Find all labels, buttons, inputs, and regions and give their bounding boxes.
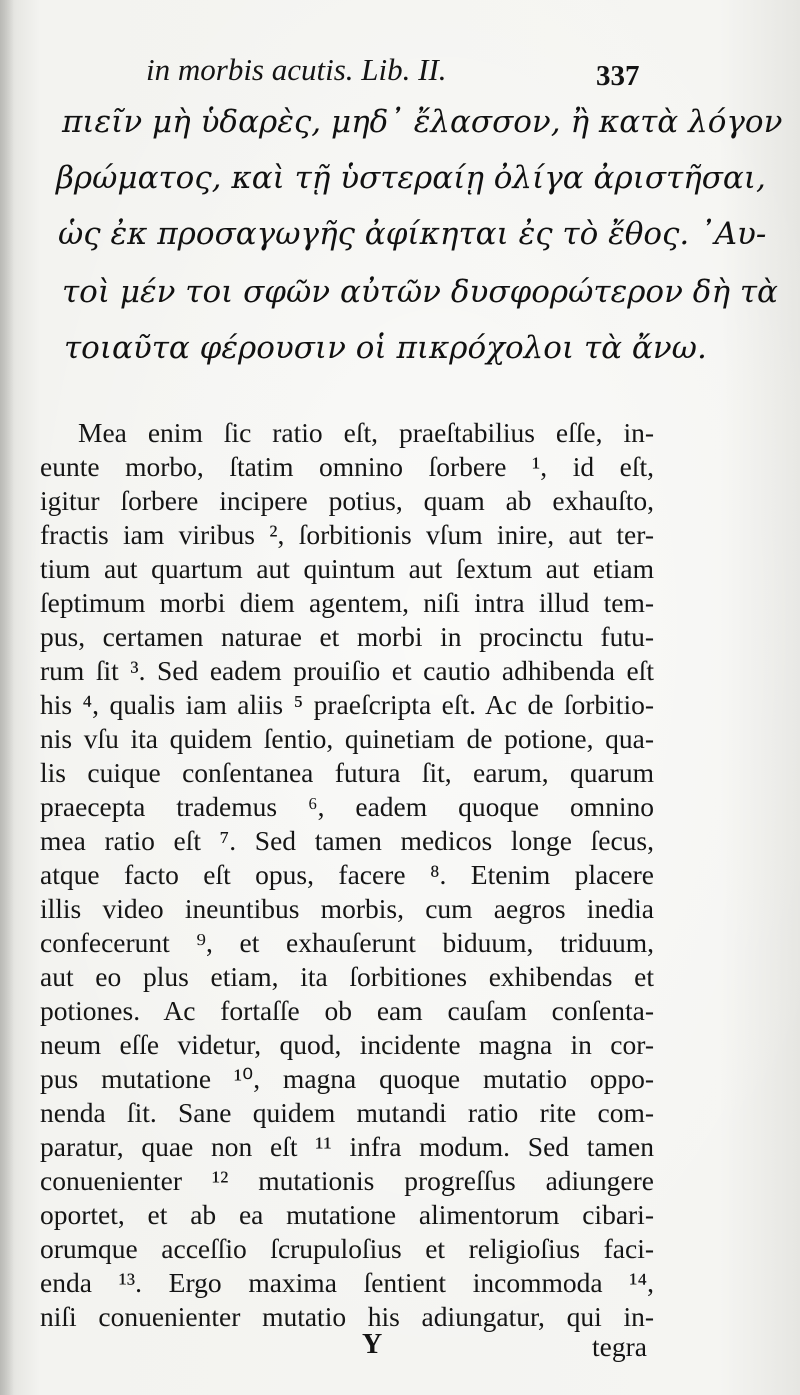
greek-line: ὡς ἐκ προσαγωγῆς ἀφίκηται ἐς τὸ ἔθος. ᾿Αυ- (58, 216, 767, 252)
running-head: in morbis acutis. Lib. II. (146, 52, 447, 87)
latin-line: lis cuique conſentanea futura ſit, earum, quarum (40, 757, 654, 788)
latin-line: nis vſu ita quidem ſentio, quinetiam de potione, qua- (40, 723, 654, 754)
latin-line: pus mutatione ¹⁰, magna quoque mutatio oppo- (40, 1063, 654, 1094)
latin-line: tium aut quartum aut quintum aut ſextum aut etiam (40, 553, 654, 584)
latin-line: Mea enim ſic ratio eſt, praeſtabilius eſſe, in- (78, 417, 654, 448)
latin-line: niſi conuenienter mutatio his adiungatur, qui in- (40, 1301, 654, 1332)
latin-line: illis video ineuntibus morbis, cum aegros inedia (40, 893, 654, 924)
latin-line: his ⁴, qualis iam aliis ⁵ praeſcripta eſt. Ac de ſorbitio- (40, 689, 654, 720)
page-number: 337 (596, 60, 640, 92)
greek-line: πιεῖν μὴ ὑδαρὲς, μηδ᾽ ἔλασσον, ἢ κατὰ λόγον (62, 104, 783, 140)
greek-line: βρώματος, καὶ τῇ ὑστεραίῃ ὀλίγα ἀριστῆσαι, (56, 160, 766, 196)
latin-line: neum eſſe videtur, quod, incidente magna in cor- (40, 1029, 654, 1060)
signature-mark: Y (362, 1329, 383, 1360)
latin-line: rum ſit ³. Sed eadem prouiſio et cautio adhibenda eſt (40, 655, 654, 686)
latin-line: mea ratio eſt ⁷. Sed tamen medicos longe ſecus, (40, 825, 654, 856)
latin-line: atque facto eſt opus, facere ⁸. Etenim placere (40, 859, 654, 890)
latin-line: ſeptimum morbi diem agentem, niſi intra illud tem- (40, 587, 654, 618)
latin-line: praecepta trademus ⁶, eadem quoque omnino (40, 791, 654, 822)
greek-line: τοὶ μέν τοι σφῶν αὐτῶν δυσφορώτερον δὴ τὰ (62, 274, 778, 310)
latin-line: fractis iam viribus ², ſorbitionis vſum inire, aut ter- (40, 519, 654, 550)
latin-line: igitur ſorbere incipere potius, quam ab exhauſto, (40, 485, 654, 516)
latin-line: oportet, et ab ea mutatione alimentorum cibari- (40, 1199, 654, 1230)
latin-line: enda ¹³. Ergo maxima ſentient incommoda ¹⁴, (40, 1267, 654, 1298)
greek-line: τοιαῦτα φέρουσιν οἱ πικρόχολοι τὰ ἄνω. (64, 330, 707, 366)
spine-shadow (0, 0, 14, 1395)
latin-line: potiones. Ac fortaſſe ob eam cauſam conſenta- (40, 995, 654, 1026)
latin-line: nenda ſit. Sane quidem mutandi ratio rite com- (40, 1097, 654, 1128)
latin-line: confecerunt ⁹, et exhauſerunt biduum, triduum, (40, 927, 654, 958)
latin-line: pus, certamen naturae et morbi in procinctu futu- (40, 621, 654, 652)
latin-line: aut eo plus etiam, ita ſorbitiones exhibendas et (40, 961, 654, 992)
latin-line: eunte morbo, ſtatim omnino ſorbere ¹, id eſt, (40, 451, 654, 482)
catchword: tegra (592, 1331, 647, 1362)
latin-line: orumque acceſſio ſcrupuloſius et religioſius faci- (40, 1233, 654, 1264)
latin-line: paratur, quae non eſt ¹¹ infra modum. Sed tamen (40, 1131, 654, 1162)
latin-line: conuenienter ¹² mutationis progreſſus adiungere (40, 1165, 654, 1196)
